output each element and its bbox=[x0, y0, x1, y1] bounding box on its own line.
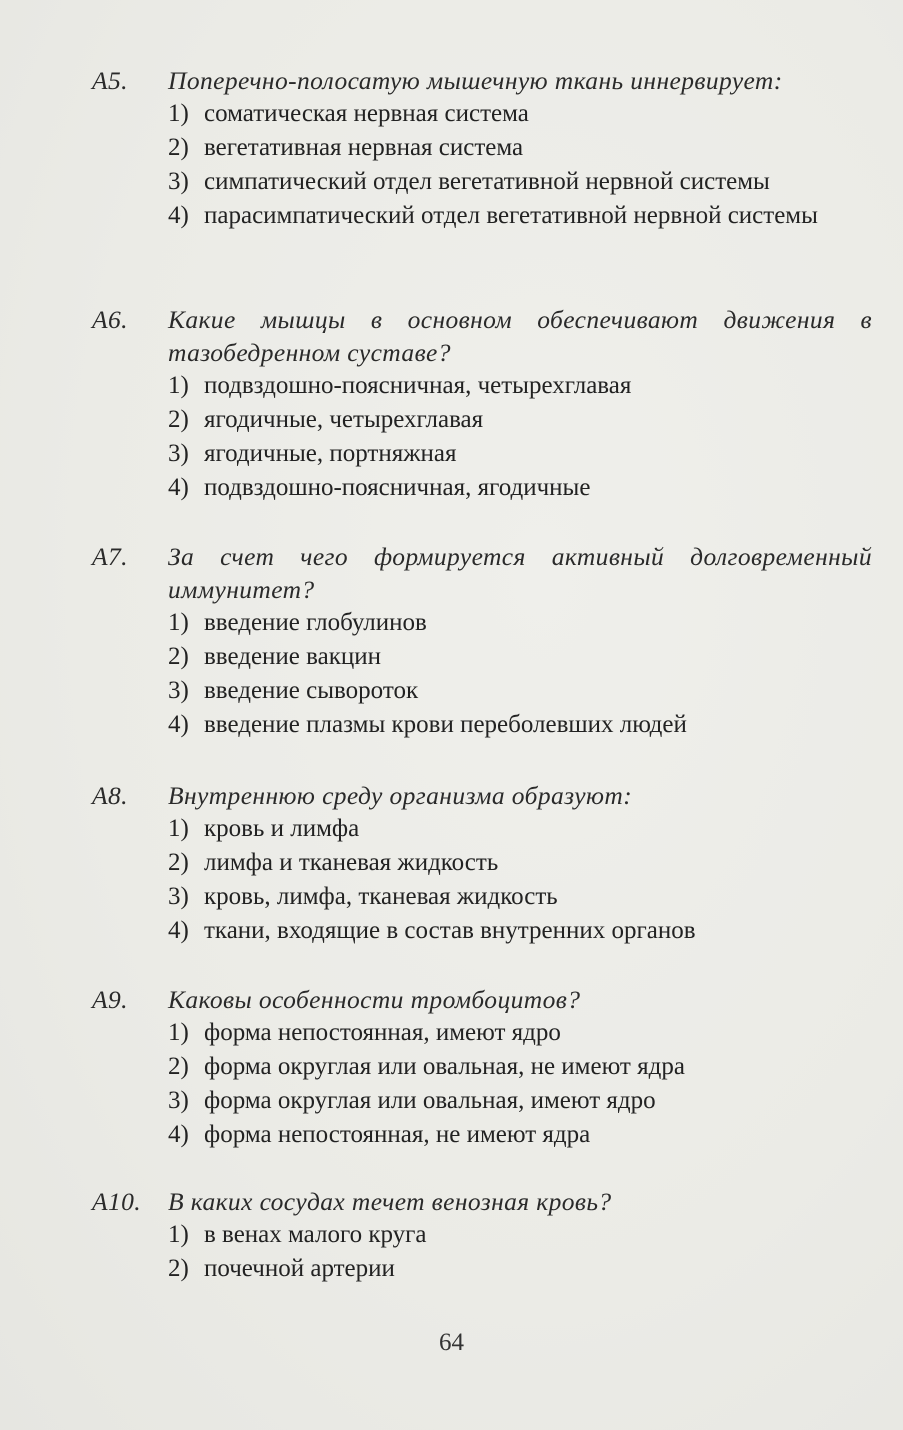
question-header bbox=[92, 1185, 872, 1218]
answer-text: вегетативная нервная система bbox=[204, 134, 524, 161]
answer-list bbox=[168, 369, 872, 505]
question-header bbox=[92, 983, 872, 1016]
question-number: А5. bbox=[92, 66, 128, 95]
answer-option bbox=[168, 1218, 872, 1252]
question-number: А9. bbox=[92, 985, 128, 1014]
answer-number: 3) bbox=[168, 1087, 189, 1114]
question-text: Поперечно-полосатую мышечную ткань иннервирует: bbox=[168, 66, 783, 95]
answer-text: лимфа и тканевая жидкость bbox=[204, 849, 499, 876]
question-text: Каковы особенности тромбоцитов? bbox=[168, 985, 581, 1014]
answer-number: 3) bbox=[168, 440, 189, 467]
answer-number: 4) bbox=[168, 711, 189, 738]
page-number: 64 bbox=[439, 1329, 464, 1356]
answer-option bbox=[168, 846, 872, 880]
question-a7 bbox=[92, 540, 872, 742]
answer-option bbox=[168, 199, 872, 233]
answer-text: ягодичные, четырехглавая bbox=[204, 406, 484, 433]
question-number: А7. bbox=[92, 542, 128, 571]
answer-text: парасимпатический отдел вегетативной нервной системы bbox=[204, 202, 818, 229]
answer-text: форма округлая или овальная, не имеют ядра bbox=[204, 1053, 685, 1080]
question-text: В каких сосудах течет венозная кровь? bbox=[168, 1187, 612, 1216]
answer-number: 2) bbox=[168, 406, 189, 433]
answer-number: 3) bbox=[168, 168, 189, 195]
question-a5 bbox=[92, 64, 872, 233]
answer-text: кровь, лимфа, тканевая жидкость bbox=[204, 883, 558, 910]
answer-list bbox=[168, 97, 872, 233]
answer-number: 4) bbox=[168, 1121, 189, 1148]
answer-text: форма округлая или овальная, имеют ядро bbox=[204, 1087, 656, 1114]
answer-text: введение глобулинов bbox=[204, 609, 427, 636]
answer-option bbox=[168, 369, 872, 403]
answer-number: 4) bbox=[168, 474, 189, 501]
question-number: А10. bbox=[92, 1187, 142, 1216]
answer-option bbox=[168, 97, 872, 131]
answer-number: 4) bbox=[168, 202, 189, 229]
question-header bbox=[92, 64, 872, 97]
question-text: Какие мышцы в основном обеспечивают движения в тазобедренном суставе? bbox=[168, 305, 872, 367]
answer-list bbox=[168, 1218, 872, 1286]
answer-number: 2) bbox=[168, 134, 189, 161]
question-a6 bbox=[92, 303, 872, 505]
answer-number: 1) bbox=[168, 609, 189, 636]
answer-number: 1) bbox=[168, 815, 189, 842]
answer-text: симпатический отдел вегетативной нервной системы bbox=[204, 168, 770, 195]
answer-number: 2) bbox=[168, 1255, 189, 1282]
answer-text: введение плазмы крови переболевших людей bbox=[204, 711, 687, 738]
answer-option bbox=[168, 606, 872, 640]
answer-text: в венах малого круга bbox=[204, 1221, 427, 1248]
question-number: А6. bbox=[92, 305, 128, 334]
answer-number: 1) bbox=[168, 100, 189, 127]
answer-text: почечной артерии bbox=[204, 1255, 395, 1282]
answer-text: введение вакцин bbox=[204, 643, 382, 670]
answer-text: ягодичные, портняжная bbox=[204, 440, 457, 467]
answer-text: подвздошно-поясничная, ягодичные bbox=[204, 474, 591, 501]
answer-text: форма непостоянная, не имеют ядра bbox=[204, 1121, 591, 1148]
answer-number: 4) bbox=[168, 917, 189, 944]
answer-list bbox=[168, 606, 872, 742]
answer-option bbox=[168, 812, 872, 846]
answer-option bbox=[168, 708, 872, 742]
question-header bbox=[92, 779, 872, 812]
answer-option bbox=[168, 1252, 872, 1286]
answer-option bbox=[168, 640, 872, 674]
answer-option bbox=[168, 914, 872, 948]
question-number: А8. bbox=[92, 781, 128, 810]
answer-number: 2) bbox=[168, 849, 189, 876]
answer-option bbox=[168, 880, 872, 914]
answer-option bbox=[168, 1050, 872, 1084]
answer-number: 2) bbox=[168, 1053, 189, 1080]
answer-number: 2) bbox=[168, 643, 189, 670]
question-text: За счет чего формируется активный долговременный иммунитет? bbox=[168, 542, 872, 604]
question-a9 bbox=[92, 983, 872, 1152]
answer-number: 1) bbox=[168, 1221, 189, 1248]
question-header bbox=[92, 303, 872, 369]
question-header bbox=[92, 540, 872, 606]
answer-text: форма непостоянная, имеют ядро bbox=[204, 1019, 561, 1046]
answer-number: 3) bbox=[168, 677, 189, 704]
answer-option bbox=[168, 165, 872, 199]
question-a10 bbox=[92, 1185, 872, 1286]
answer-number: 1) bbox=[168, 1019, 189, 1046]
answer-option bbox=[168, 471, 872, 505]
answer-number: 3) bbox=[168, 883, 189, 910]
question-a8 bbox=[92, 779, 872, 948]
answer-text: кровь и лимфа bbox=[204, 815, 360, 842]
answer-option bbox=[168, 1016, 872, 1050]
answer-text: подвздошно-поясничная, четырехглавая bbox=[204, 372, 632, 399]
answer-list bbox=[168, 812, 872, 948]
question-text: Внутреннюю среду организма образуют: bbox=[168, 781, 633, 810]
answer-text: ткани, входящие в состав внутренних органов bbox=[204, 917, 696, 944]
answer-number: 1) bbox=[168, 372, 189, 399]
answer-text: введение сывороток bbox=[204, 677, 419, 704]
answer-option bbox=[168, 1118, 872, 1152]
answer-text: соматическая нервная система bbox=[204, 100, 529, 127]
answer-option bbox=[168, 674, 872, 708]
answer-option bbox=[168, 437, 872, 471]
answer-list bbox=[168, 1016, 872, 1152]
answer-option bbox=[168, 131, 872, 165]
answer-option bbox=[168, 1084, 872, 1118]
answer-option bbox=[168, 403, 872, 437]
